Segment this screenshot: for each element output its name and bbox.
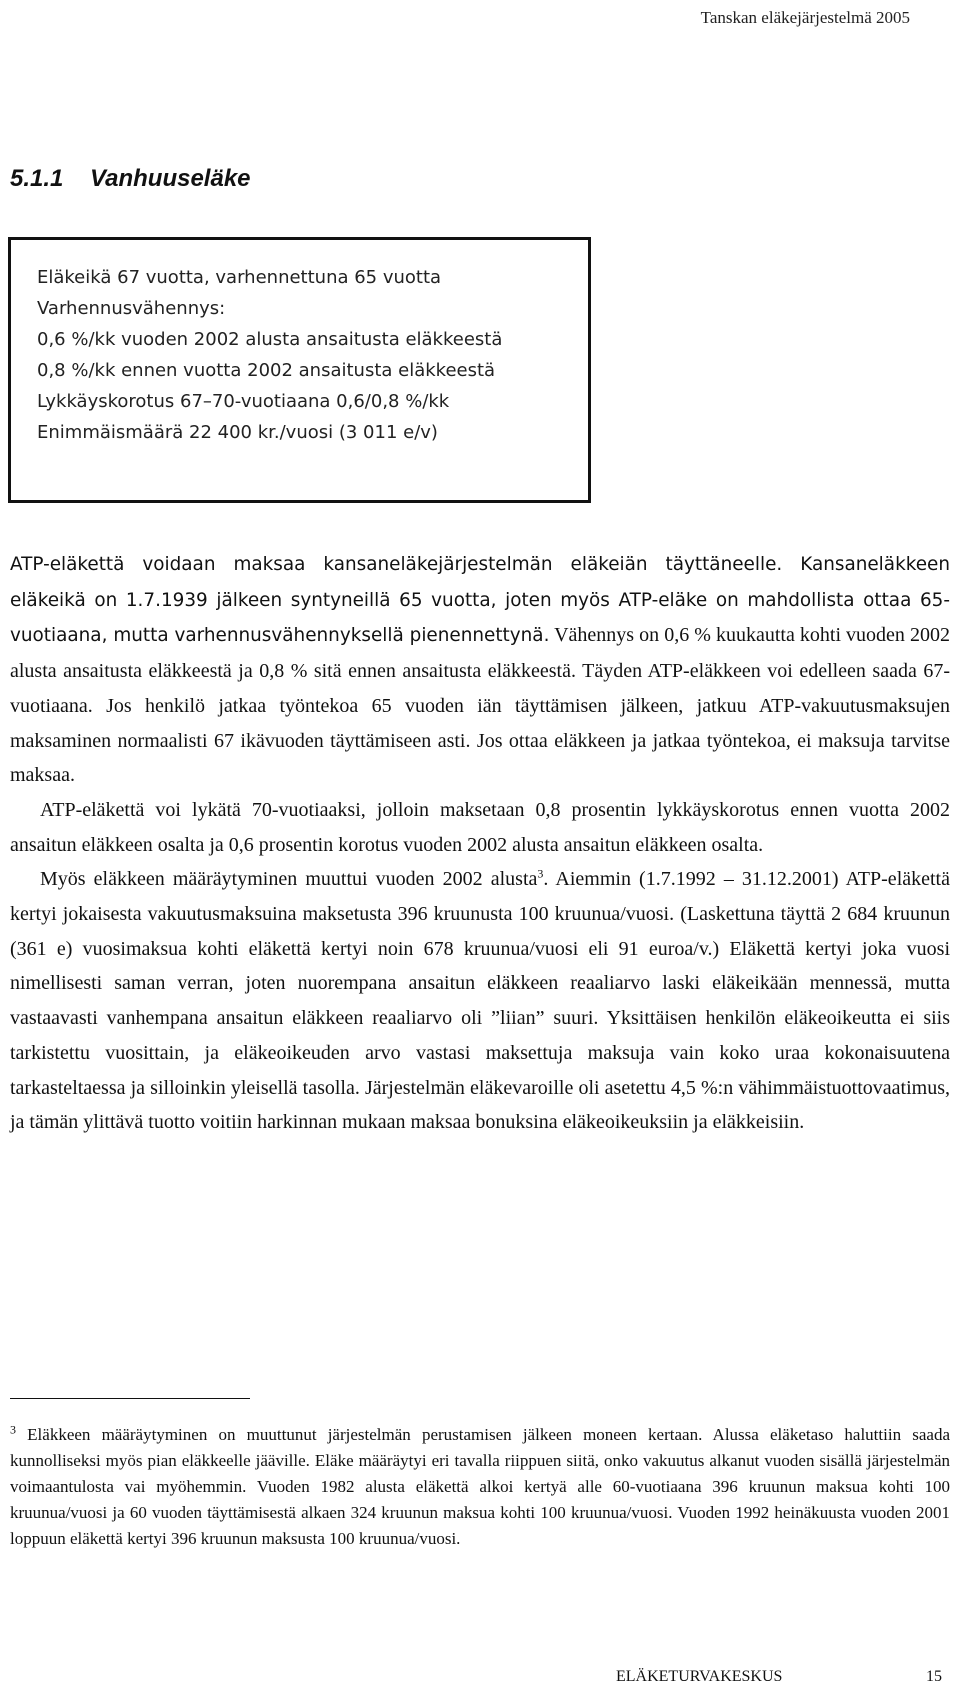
paragraph-2: ATP-eläkettä voi lykätä 70-vuotiaaksi, jolloin maksetaan 0,8 prosentin lykkäyskorotus ennen vuotta 2002 ansaitun eläkkeen osalta ja 0,6 prosentin korotus vuoden 2002 alusta ansaitun eläkkeen osalta.: [10, 798, 950, 856]
paragraph-3-start: Myös eläkkeen määräytyminen muuttui vuoden 2002 alusta: [40, 868, 538, 891]
footnote-divider: [10, 1398, 250, 1399]
summary-line-reduction-before-2002: 0,8 %/kk ennen vuotta 2002 ansaitusta eläkkeestä: [37, 360, 496, 381]
paragraph-1-serif-part: Vähennys on 0,6 % kuukautta kohti vuoden 2002 alusta ansaitusta eläkkeestä ja 0,8 % sitä ennen ansaitusta eläkkeestä. Täyden ATP-eläkkeen voi edelleen saada 67-vuotiaana. Jos henkilö jatkaa työntekoa 65 vuoden iän täyttämisen jälkeen, jatkuu ATP-vakuutusmaksujen maksaminen normaalisti 67 ikävuoden täyttämiseen asti. Jos ottaa eläkkeen ja jatkaa työntekoa, ei maksuja tarvitse maksaa.: [10, 624, 950, 787]
section-heading: [10, 165, 251, 193]
footnote-text: Eläkkeen määräytyminen on muuttunut järjestelmän perustamisen jälkeen moneen kertaan. Alussa eläketaso haluttiin saada kunnolliseksi myös pian eläkkeelle jääville. Eläke määräytyi eri tavalla riippuen siitä, onko vakuutus alkanut vuoden sisällä järjestelmän voimaantulosta vai myöhemmin. Vuoden 1982 alusta eläkettä alkoi kertyä alle 60-vuotiaana 396 kruunun maksua kohti 100 kruunua/vuosi ja 60 vuoden täyttämisestä alkaen 324 kruunun maksua kohti 100 kruunua/vuosi. Vuoden 1992 heinäkuusta vuoden 2001 loppuun eläkettä kertyi 396 kruunun maksusta 100 kruunua/vuosi.: [10, 1425, 950, 1548]
summary-line-reduction-after-2002: 0,6 %/kk vuoden 2002 alusta ansaitusta eläkkeestä: [37, 329, 503, 350]
footnote: [10, 1422, 950, 1552]
body-text: [10, 547, 950, 1140]
paragraph-1: [10, 547, 950, 793]
section-title: Vanhuuseläke: [90, 165, 251, 192]
summary-box: [8, 237, 591, 503]
paragraph-3-rest: . Aiemmin (1.7.1992 – 31.12.2001) ATP-eläkettä kertyi jokaisesta vakuutusmaksuina maksetusta 396 kruunusta 100 kruunua/vuosi. (Laskettuna täyttä 2 684 kruunun (361 e) vuosimaksua kohti eläkettä kertyi noin 678 kruunua/vuosi eli 91 euroa/v.) Eläkettä kertyi joka vuosi nimellisesti saman verran, joten nuorempana ansaitun eläkkeen reaaliarvo laski eläkeikään mennessä, mutta vastaavasti vanhempana ansaitun eläkkeen reaaliarvo oli ”liian” suuri. Yksittäisen henkilön eläkeoikeutta ei siis tarkistettu vuosittain, ja eläkeoikeuden arvo vastasi maksettuja maksuja vain koko uraa kokonaisuutena tarkasteltaessa ja silloinkin yleisellä tasolla. Järjestelmän eläkevaroille oli asetettu 4,5 %:n vähimmäistuottovaatimus, ja tämän ylittävä tuotto voitiin harkinnan mukaan maksaa bonuksina eläkeoikeuksiin ja eläkkeisiin.: [10, 868, 950, 1134]
paragraph-1-sans-part: ATP-eläkettä voidaan maksaa kansaneläkejärjestelmän eläkeiän täyttäneelle. Kansaneläkkeen eläkeikä on 1.7.1939 jälkeen syntyneillä 65 vuotta, joten myös ATP-eläke on mahdollista ottaa 65-vuotiaana, mutta varhennusvähennyksellä pienennettynä.: [10, 554, 950, 647]
summary-line-retirement-age: Eläkeikä 67 vuotta, varhennettuna 65 vuotta: [37, 267, 442, 288]
page-number: 15: [926, 1668, 942, 1685]
paragraph-3: [10, 862, 950, 1140]
footnote-reference[interactable]: 3: [537, 866, 544, 881]
summary-line-maximum-amount: Enimmäismäärä 22 400 kr./vuosi (3 011 e/v): [37, 422, 438, 443]
page-footer: [616, 1668, 942, 1686]
running-header: Tanskan eläkejärjestelmä 2005: [700, 8, 910, 27]
footer-publisher: ELÄKETURVAKESKUS: [616, 1668, 783, 1685]
summary-line-deferral-increment: Lykkäyskorotus 67–70-vuotiaana 0,6/0,8 %/kk: [37, 391, 450, 412]
summary-line-early-reduction-heading: Varhennusvähennys:: [37, 298, 226, 319]
footnote-number: 3: [10, 1422, 16, 1437]
section-number: 5.1.1: [10, 165, 64, 192]
